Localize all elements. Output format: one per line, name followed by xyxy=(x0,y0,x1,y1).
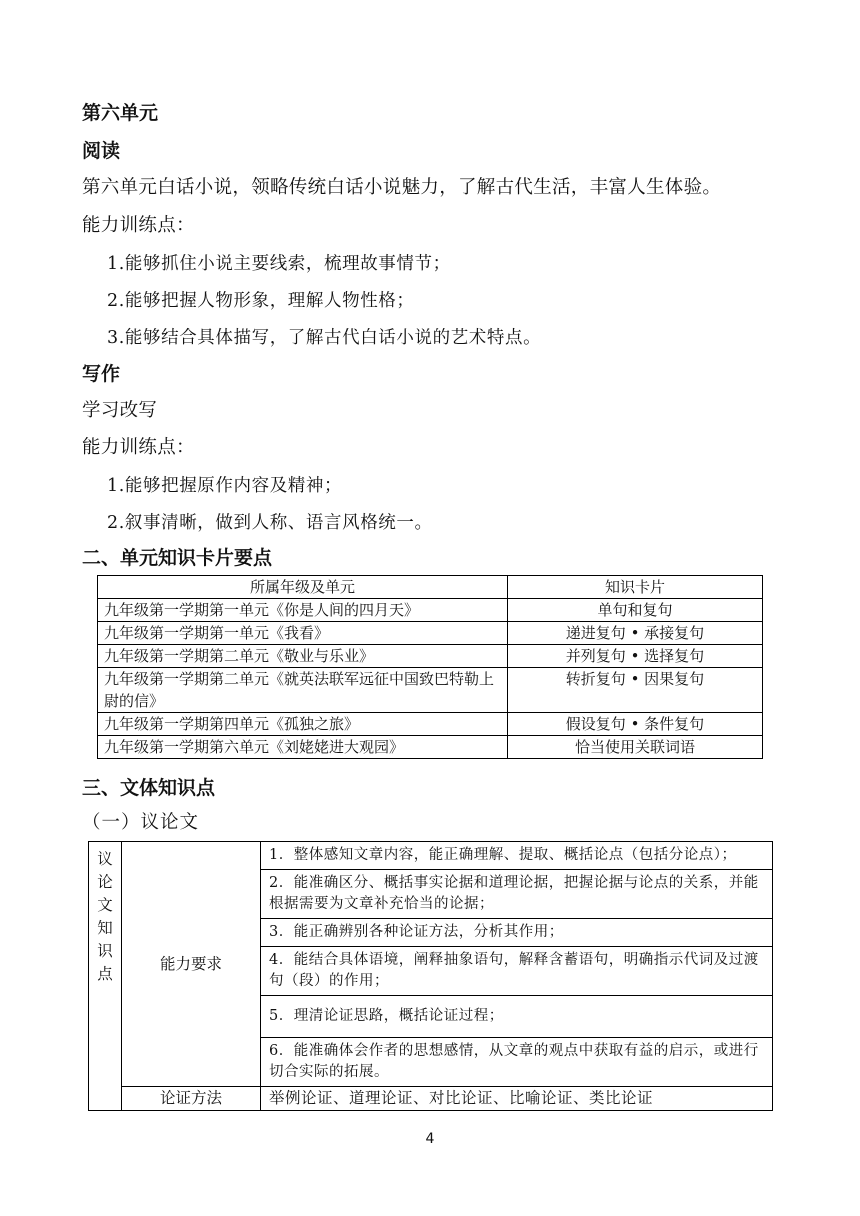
unit-cell: 九年级第一学期第一单元《你是人间的四月天》 xyxy=(98,599,508,622)
reading-heading: 阅读 xyxy=(82,140,121,162)
table-row xyxy=(98,645,763,668)
unit-title: 第六单元 xyxy=(82,102,159,124)
ability-row xyxy=(89,842,773,870)
unit-cell: 九年级第一学期第四单元《孤独之旅》 xyxy=(98,713,508,736)
column-header-card: 知识卡片 xyxy=(508,576,763,599)
method-row xyxy=(89,1087,773,1111)
column-header-unit: 所属年级及单元 xyxy=(98,576,508,599)
ability-item-2: 2．能准确区分、概括事实论据和道理论据，把握论据与论点的关系，并能根据需要为文章补充恰当的论据； xyxy=(261,870,773,919)
reading-point-2: 2.能够把握人物形象，理解人物性格； xyxy=(107,291,415,311)
method-list: 举例论证、道理论证、对比论证、比喻论证、类比论证 xyxy=(261,1087,773,1111)
unit-cell: 九年级第一学期第二单元《就英法联军远征中国致巴特勒上尉的信》 xyxy=(98,668,508,713)
unit-cell: 九年级第一学期第二单元《敬业与乐业》 xyxy=(98,645,508,668)
reading-intro: 第六单元白话小说，领略传统白话小说魅力，了解古代生活，丰富人生体验。 xyxy=(82,177,722,198)
card-cell: 转折复句 • 因果复句 xyxy=(508,668,763,713)
section2-heading: 二、单元知识卡片要点 xyxy=(82,547,273,569)
card-cell: 恰当使用关联词语 xyxy=(508,736,763,759)
writing-points-label: 能力训练点： xyxy=(82,437,195,458)
side-label: 议论文知识点 xyxy=(97,850,113,983)
unit-cell: 九年级第一学期第六单元《刘姥姥进大观园》 xyxy=(98,736,508,759)
writing-heading: 写作 xyxy=(82,363,121,385)
ability-label: 能力要求 xyxy=(122,842,261,1087)
table-row xyxy=(98,622,763,645)
ability-item-5: 5．理清论证思路，概括论证过程； xyxy=(261,996,773,1038)
table-header-row xyxy=(98,576,763,599)
card-cell: 单句和复句 xyxy=(508,599,763,622)
ability-item-4: 4．能结合具体语境，阐释抽象语句，解释含蓄语句，明确指示代词及过渡句（段）的作用； xyxy=(261,947,773,996)
ability-item-6: 6．能准确体会作者的思想感情，从文章的观点中获取有益的启示，或进行切合实际的拓展。 xyxy=(261,1038,773,1087)
reading-point-1: 1.能够抓住小说主要线索，梳理故事情节； xyxy=(107,254,451,274)
table-row xyxy=(98,599,763,622)
table-row xyxy=(98,736,763,759)
side-label-cell xyxy=(89,842,122,1111)
table-row xyxy=(98,713,763,736)
card-cell: 假设复句 • 条件复句 xyxy=(508,713,763,736)
table-row xyxy=(98,668,763,713)
card-cell: 并列复句 • 选择复句 xyxy=(508,645,763,668)
reading-points-label: 能力训练点： xyxy=(82,215,195,236)
writing-point-2: 2.叙事清晰，做到人称、语言风格统一。 xyxy=(107,513,433,533)
page-number: 4 xyxy=(425,1131,435,1147)
writing-point-1: 1.能够把握原作内容及精神； xyxy=(107,476,343,496)
reading-point-3: 3.能够结合具体描写，了解古代白话小说的艺术特点。 xyxy=(107,328,542,348)
writing-intro: 学习改写 xyxy=(82,400,158,421)
section3-heading: 三、文体知识点 xyxy=(82,777,216,799)
ability-item-1: 1．整体感知文章内容，能正确理解、提取、概括论点（包括分论点）； xyxy=(261,842,773,870)
card-cell: 递进复句 • 承接复句 xyxy=(508,622,763,645)
unit-cell: 九年级第一学期第一单元《我看》 xyxy=(98,622,508,645)
ability-item-3: 3．能正确辨别各种论证方法，分析其作用； xyxy=(261,919,773,947)
method-label: 论证方法 xyxy=(122,1087,261,1111)
knowledge-card-table xyxy=(97,575,763,759)
argumentative-subheading: （一）议论文 xyxy=(82,812,200,833)
argumentative-knowledge-table xyxy=(88,841,773,1111)
